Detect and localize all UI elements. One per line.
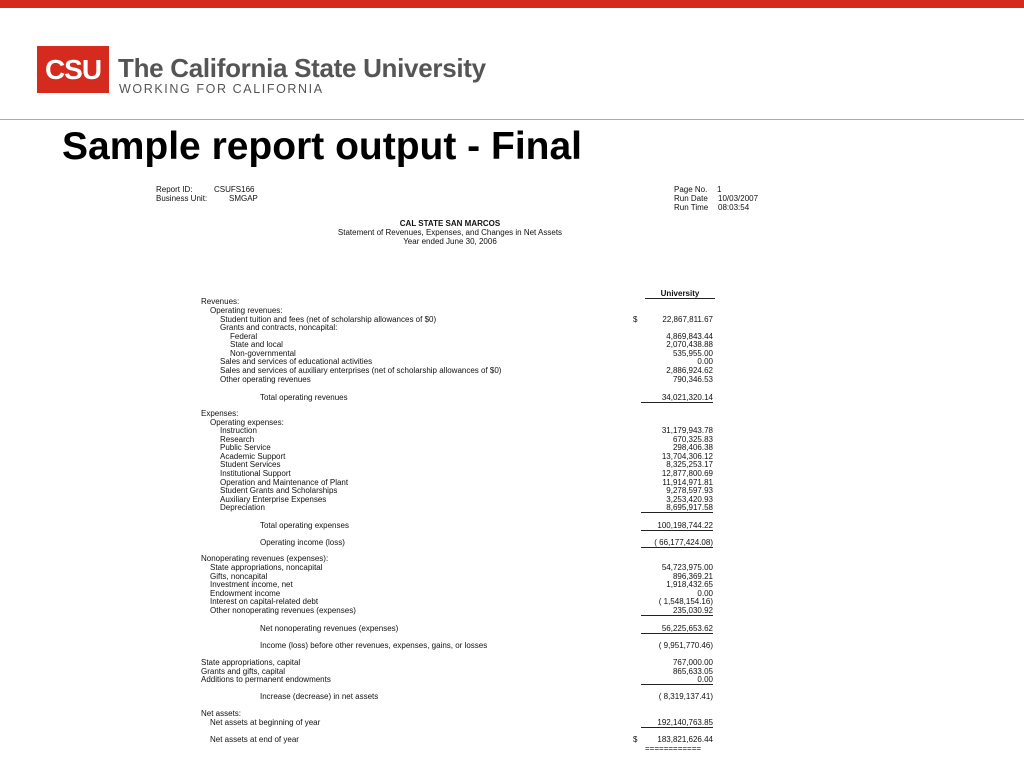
report-line-amount: 9,278,597.93 [666, 486, 713, 495]
report-line-amount: 0.00 [697, 589, 713, 598]
report-line-label: Grants and gifts, capital [201, 667, 286, 676]
org-name: The California State University [118, 53, 486, 83]
report-line-amount: 183,821,626.44 [657, 735, 713, 744]
currency-symbol: $ [633, 315, 638, 324]
campus-name: CAL STATE SAN MARCOS [399, 219, 501, 228]
report-line-label: Net nonoperating revenues (expenses) [260, 624, 399, 633]
report-line-amount: 11,914,971.81 [662, 478, 713, 487]
logo-text: CSU [44, 53, 102, 85]
report-line-amount: 1,918,432.65 [666, 580, 713, 589]
report-line-amount: 670,325.83 [672, 435, 713, 444]
report-line-label: Sales and services of auxiliary enterprises (net of scholarship allowances of $0) [220, 366, 502, 375]
report-line-amount: 0.00 [697, 357, 713, 366]
report-line-amount: ( 66,177,424.08) [641, 538, 713, 548]
business-unit-value: SMGAP [229, 194, 258, 203]
double-underline: ============ [645, 744, 702, 753]
report-line-label: Income (loss) before other revenues, expenses, gains, or losses [260, 641, 488, 650]
run-time-value: 08:03:54 [718, 203, 750, 212]
report-line-amount: 2,886,924.62 [666, 366, 713, 375]
report-line-label: Net assets at end of year [210, 735, 299, 744]
report-line-label: State and local [230, 340, 283, 349]
report-line-label: Interest on capital-related debt [210, 597, 319, 606]
report-line-label: Net assets at beginning of year [210, 718, 321, 727]
report-line-amount: ( 9,951,770.46) [658, 641, 713, 650]
report-line-label: Academic Support [220, 452, 286, 461]
report-line-amount: 56,225,653.62 [641, 624, 713, 634]
page-no-value: 1 [717, 185, 722, 194]
report-line-amount: 896,369.21 [672, 572, 713, 581]
report-line-label: Operating income (loss) [260, 538, 345, 547]
csu-logo [37, 46, 109, 93]
report-line-label: Student tuition and fees (net of scholarship allowances of $0) [220, 315, 437, 324]
report-line-amount: 767,000.00 [672, 658, 713, 667]
report-line-amount: 535,955.00 [672, 349, 713, 358]
report-line-label: Depreciation [220, 503, 265, 512]
report-line-amount: 8,325,253.17 [666, 460, 713, 469]
top-accent-bar [0, 0, 1024, 8]
report-line-amount: 0.00 [641, 675, 713, 685]
report-line-label: Institutional Support [220, 469, 291, 478]
business-unit-label: Business Unit: [156, 194, 208, 203]
report-line-amount: 235,030.92 [641, 606, 713, 616]
report-line-label: Endowment income [210, 589, 281, 598]
report-line-label: Sales and services of educational activities [220, 357, 373, 366]
report-line-label: Total operating expenses [260, 521, 349, 530]
run-date-label: Run Date [674, 194, 708, 203]
report-line-amount: ( 1,548,154.16) [658, 597, 713, 606]
report-id-label: Report ID: [156, 185, 193, 194]
report-line-amount: 34,021,320.14 [641, 393, 713, 403]
report-line-label: Research [220, 435, 255, 444]
column-header-university: University [645, 289, 715, 299]
currency-symbol: $ [633, 735, 638, 744]
report-line-amount: 865,633.05 [672, 667, 713, 676]
report-line-label: Student Services [220, 460, 281, 469]
report-line-label: Other nonoperating revenues (expenses) [210, 606, 356, 615]
report-line-label: Grants and contracts, noncapital: [220, 323, 338, 332]
report-line-label: Public Service [220, 443, 271, 452]
report-line-amount: 3,253,420.93 [666, 495, 713, 504]
report-line-label: State appropriations, noncapital [210, 563, 323, 572]
report-line-label: Revenues: [201, 297, 240, 306]
report-line-label: Expenses: [201, 409, 239, 418]
statement-title: Statement of Revenues, Expenses, and Changes in Net Assets [337, 228, 563, 237]
report-line-label: Operation and Maintenance of Plant [220, 478, 349, 487]
report-line-label: Investment income, net [210, 580, 293, 589]
run-time-label: Run Time [674, 203, 709, 212]
report-line-amount: ( 8,319,137.41) [658, 692, 713, 701]
report-line-amount: 22,867,811.67 [662, 315, 713, 324]
run-date-value: 10/03/2007 [718, 194, 759, 203]
report-line-label: Other operating revenues [220, 375, 311, 384]
report-line-amount: 12,877,800.69 [661, 469, 713, 478]
report-line-amount: 4,869,843.44 [666, 332, 713, 341]
report-line-label: Increase (decrease) in net assets [260, 692, 379, 701]
report-line-label: Net assets: [201, 709, 242, 718]
report-line-amount: 2,070,438.88 [666, 340, 713, 349]
report-line-label: Instruction [220, 426, 257, 435]
report-line-amount: 790,346.53 [672, 375, 713, 384]
report-line-amount: 298,406.38 [672, 443, 713, 452]
report-line-amount: 8,695,917.58 [641, 503, 713, 513]
report-id-value: CSUFS166 [214, 185, 255, 194]
report-line-amount: 31,179,943.78 [661, 426, 713, 435]
report-line-amount: 192,140,763.85 [641, 718, 713, 728]
report-line-label: Operating expenses: [210, 418, 284, 427]
report-line-label: Gifts, noncapital [210, 572, 268, 581]
page-no-label: Page No. [674, 185, 708, 194]
report-line-label: Non-governmental [230, 349, 296, 358]
report-line-label: Auxiliary Enterprise Expenses [220, 495, 327, 504]
report-line-label: Nonoperating revenues (expenses): [201, 554, 329, 563]
report-line-label: Operating revenues: [210, 306, 283, 315]
report-line-amount: 54,723,975.00 [661, 563, 713, 572]
report-line-label: Student Grants and Scholarships [220, 486, 338, 495]
report-line-amount: 13,704,306.12 [661, 452, 713, 461]
report-line-label: State appropriations, capital [201, 658, 301, 667]
org-tagline: WORKING FOR CALIFORNIA [119, 82, 324, 96]
statement-period: Year ended June 30, 2006 [403, 237, 497, 246]
report-line-label: Additions to permanent endowments [201, 675, 331, 684]
report-line-label: Total operating revenues [260, 393, 348, 402]
slide-title: Sample report output - Final [62, 125, 583, 168]
report-line-label: Federal [230, 332, 258, 341]
report-line-amount: 100,198,744.22 [641, 521, 713, 531]
header-divider [0, 119, 1024, 120]
